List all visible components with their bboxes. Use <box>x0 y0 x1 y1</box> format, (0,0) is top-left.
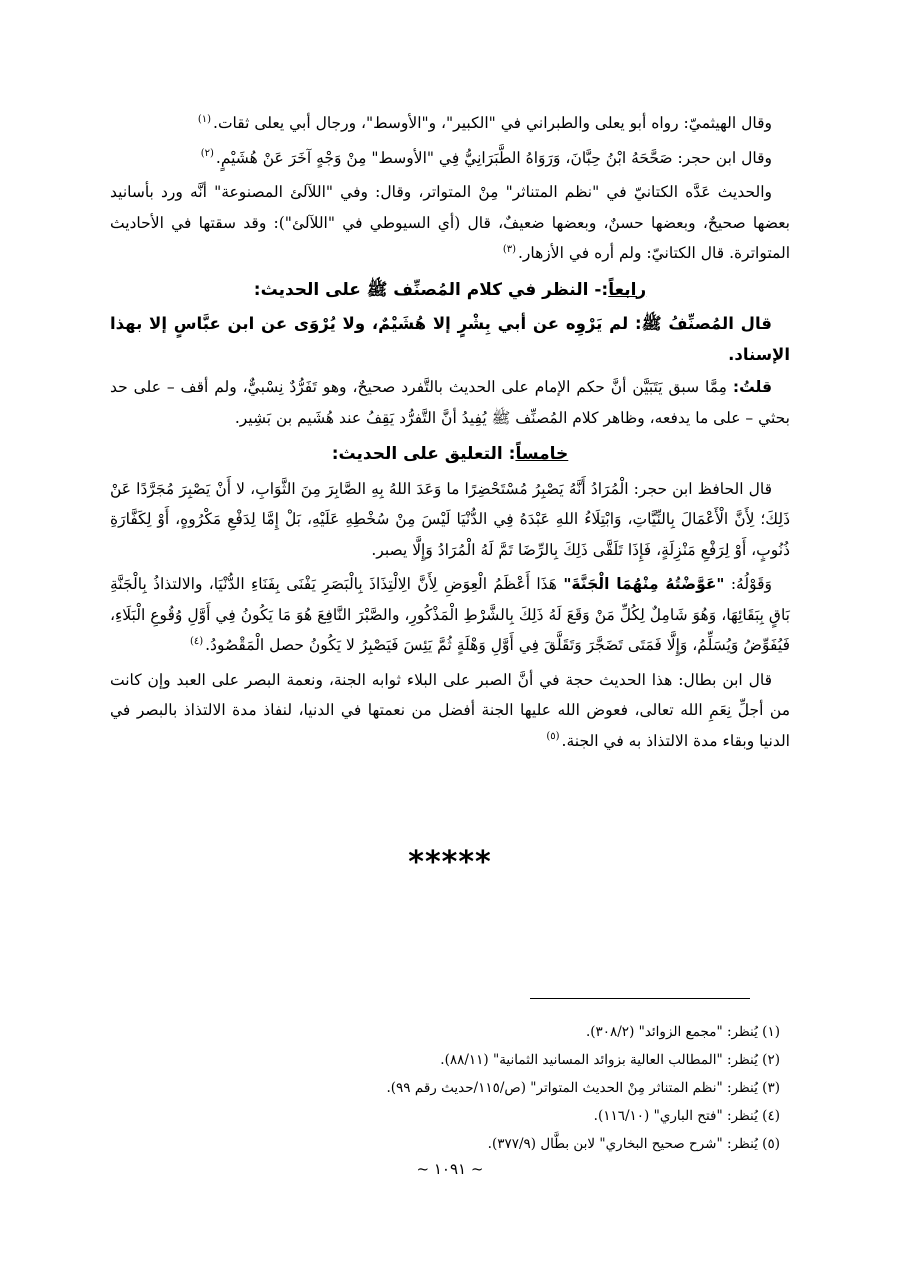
qult-text: مِمَّا سبق يَتَبَيَّن أنَّ حكم الإمام على الحديث بالتَّفرد صحيحٌ، وهو تَفَرُّدٌ نِسْبيٌّ، ولم أقف – على حد بحثي – على ما يدفعه، وظاهر كلام المُصنِّف ﷺ يُفِيدُ أنَّ التَّفرُّد يَقِفُ عند هُشَيم بن بَشِير. <box>110 378 790 427</box>
section-heading-fourth <box>110 275 790 306</box>
author-quote <box>110 309 790 370</box>
heading-rest: :- النظر في كلام المُصنِّف ﷺ على الحديث: <box>253 279 609 300</box>
paragraph-text: قال الحافظ ابن حجر: الْمُرَادُ أَنَّهُ يَصْبِرُ مُسْتَحْضِرًا ما وَعَدَ اللهُ بِهِ الصَّابِرَ مِنَ الثَّوَابِ، لا أَنْ يَصْبِرَ مُجَرَّدًا عَنْ ذَلِكَ؛ لِأَنَّ الْأَعْمَالَ بِالنِّيَّاتِ، وَابْتِلَاءُ اللهِ عَبْدَهُ فِي الدُّنْيَا لَيْسَ مِنْ سُخْطِهِ عَلَيْهِ، بَلْ إِمَّا لِدَفْعِ مَكْرُوهٍ، أَوْ لِكَفَّارَةِ ذُنُوبٍ، أَوْ لِرَفْعِ مَنْزِلَةٍ، فَإِذَا تَلَقَّى ذَلِكَ بِالرِّضَا تَمَّ لَهُ الْمُرَادُ وَإِلَّا يصبر. <box>110 479 790 559</box>
paragraph-text: هَذَا أَعْظَمُ الْعِوَضِ لِأَنَّ الِالْتِذَاذَ بِالْبَصَرِ يَفْنَى بِفَنَاءِ الدُّنْيَا، والالتذاذُ بِالْجَنَّةِ بَاقٍ بِبَقَائِهَا، وَهُوَ شَامِلٌ لِكُلِّ مَنْ وَقَعَ لَهُ ذَلِكَ بِالشَّرْطِ الْمَذْكُورِ، والصَّبْرَ النَّافِعَ هُوَ مَا يَكُونُ فِي أَوَّلِ وُقُوعِ الْبَلَاءِ، فَيُفَوِّضُ وَيُسَلِّمُ، وَإِلَّا فَمَتَى تَضَجَّرَ وَتَقَلَّقَ فِي أَوَّلِ وَهْلَةٍ ثُمَّ يَئِسَ فَيَصْبِرُ لا يَكُونُ حصل الْمَقْصُودُ. <box>110 575 790 654</box>
paragraph-haythami <box>110 108 790 139</box>
footnote-ref: (٢) <box>200 148 214 160</box>
paragraph-hafiz <box>110 474 790 566</box>
footnote-item: (٤) يُنظر: "فتح الباري" (١١٦/١٠). <box>593 1108 780 1124</box>
paragraph-text: وقال الهيثميّ: رواه أبو يعلى والطبراني في "الكبير"، و"الأوسط"، ورجال أبي يعلى ثقات. <box>213 114 772 132</box>
footnote-item: (٣) يُنظر: "نظم المتناثر مِنْ الحديث المتواتر" (ص/١١٥/حديث رقم ٩٩). <box>386 1080 780 1096</box>
footnote-separator <box>530 998 750 999</box>
paragraph-qawluhu <box>110 569 790 661</box>
section-heading-fifth <box>110 439 790 470</box>
footnote-item: (١) يُنظر: "مجمع الزوائد" (٣٠٨/٢). <box>585 1024 780 1040</box>
section-divider: ***** <box>408 845 492 880</box>
footnotes <box>180 1018 780 1158</box>
paragraph-text: والحديث عَدَّه الكتانيّ في "نظم المتناثر" مِنْ المتواتر، وقال: وفي "اللآلئ المصنوعة" أنَّه ورد بأسانيد بعضها صحيحٌ، وبعضها حسنٌ، وبعضها ضعيفٌ، قال (أي السيوطي في "اللآلئ"): وقد سقتها في الأحاديث المتواترة. قال الكتانيّ: ولم أره في الأزهار. <box>110 183 790 262</box>
heading-rest: : التعليق على الحديث: <box>331 444 516 464</box>
quote-lead: قال المُصنِّفُ ﷺ: <box>635 314 772 333</box>
qult-lead: قلتُ: <box>732 378 772 396</box>
footnote-ref: (١) <box>197 113 212 125</box>
paragraph-text: وقال ابن حجر: صَحَّحَهُ ابْنُ حِبَّانَ، وَرَوَاهُ الطَّبَرَانِيُّ فِي "الأوسط" مِنْ وَجْهٍ آخَرَ عَنْ هُشَيْمٍ. <box>215 148 772 167</box>
body-text <box>110 108 790 760</box>
paragraph-lead: وَقَوْلُهُ: <box>730 575 772 593</box>
footnote-item: (٥) يُنظر: "شرح صحيح البخاري" لابن بطَّال (٣٧٧/٩). <box>487 1136 780 1152</box>
footnote-ref: (٣) <box>502 243 516 255</box>
heading-lead: رابعاً <box>608 279 647 300</box>
footnote-ref: (٥) <box>546 731 560 743</box>
footnote-item: (٢) يُنظر: "المطالب العالية بزوائد المسانيد الثمانية" (٨٨/١١). <box>440 1052 780 1068</box>
paragraph-ibn-battal <box>110 665 790 757</box>
page-number: ~ ١٠٩١ ~ <box>416 1160 484 1178</box>
hadith-quote: "عَوَّضْتُهُ مِنْهُمَا الْجَنَّةَ" <box>563 575 725 593</box>
paragraph-kattani <box>110 177 790 269</box>
paragraph-qult <box>110 372 790 433</box>
paragraph-text: قال ابن بطال: هذا الحديث حجة في أنَّ الصبر على البلاء ثوابه الجنة، ونعمة البصر على العبد وإن كانت من أجلِّ نِعَمِ الله تعالى، فعوض الله عليها الجنة أفضل من نعمتها في الدنيا، لنفاذ مدة الالتذاذ بالبصر في الدنيا وبقاء مدة الالتذاذ به في الجنة. <box>110 670 790 750</box>
quote-text: لم يَرْوِه عن أبي بِشْرٍ إلا هُشَيْمٌ، ولا يُرْوَى عن ابن عبَّاسٍ إلا بهذا الإسناد. <box>110 314 790 364</box>
footnote-ref: (٤) <box>189 635 204 647</box>
paragraph-ibn-hajar <box>110 143 790 174</box>
heading-lead: خامساً <box>515 444 569 464</box>
